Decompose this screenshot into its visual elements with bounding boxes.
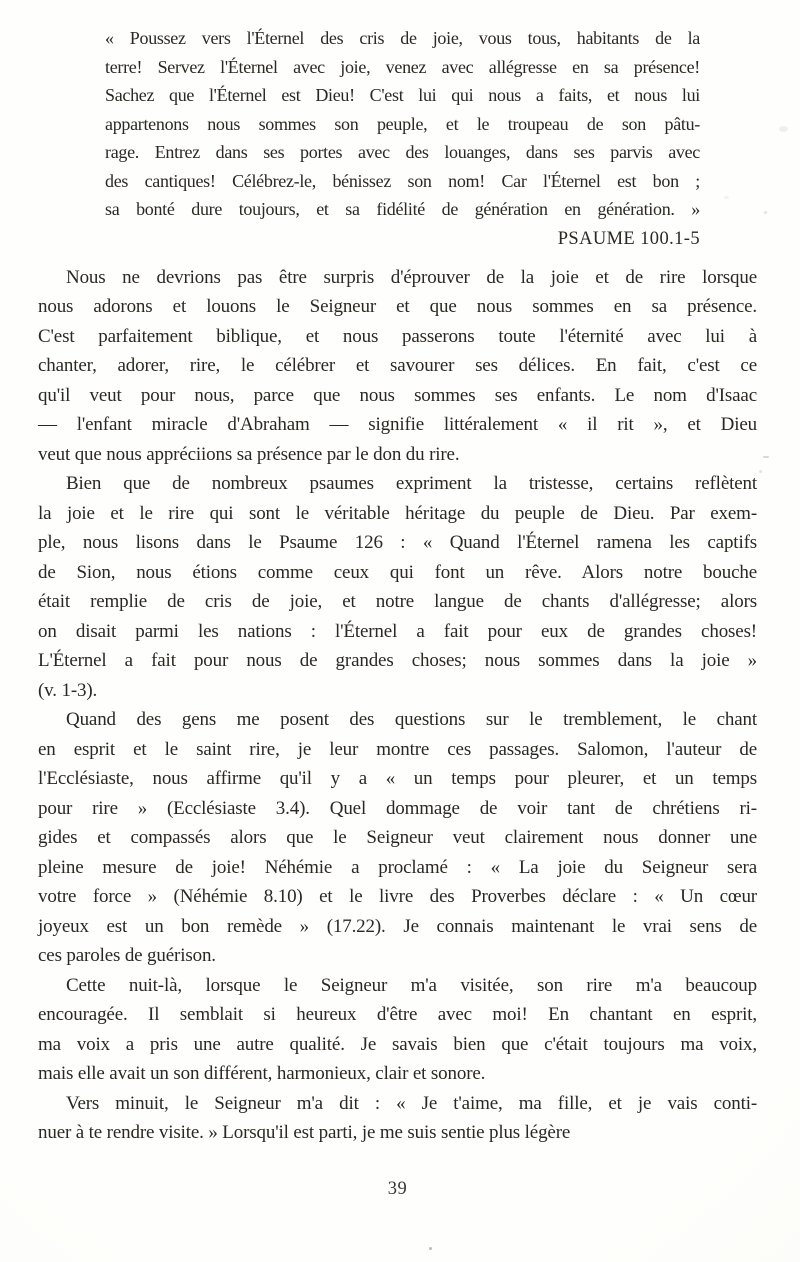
text-line: Nous ne devrions pas être surpris d'éprouver de la joie et de rire lorsque bbox=[66, 266, 757, 288]
paragraph-1 bbox=[38, 263, 757, 470]
text-line: terre! Servez l'Éternel avec joie, venez avec allégresse en sa présence! bbox=[105, 56, 700, 77]
text-line: nous adorons et louons le Seigneur et que nous sommes en sa présence. bbox=[38, 296, 757, 317]
text-line: pleine mesure de joie! Néhémie a proclamé : « La joie du Seigneur sera bbox=[38, 856, 757, 878]
text-line: (v. 1-3). bbox=[38, 679, 98, 701]
paragraph-4 bbox=[38, 971, 757, 1089]
text-line: rage. Entrez dans ses portes avec des louanges, dans ses parvis avec bbox=[105, 142, 700, 162]
text-line: était remplie de cris de joie, et notre langue de chants d'allégresse; alors bbox=[38, 591, 757, 612]
text-line: chanter, adorer, rire, le célébrer et savourer ses délices. En fait, c'est ce bbox=[38, 355, 757, 376]
scan-artifact bbox=[724, 196, 729, 199]
text-line: ma voix a pris une autre qualité. Je savais bien que c'était toujours ma voix, bbox=[38, 1033, 757, 1055]
text-line: nuer à te rendre visite. » Lorsqu'il est parti, je me suis sentie plus légère bbox=[38, 1122, 571, 1143]
text-line: pour rire » (Ecclésiaste 3.4). Quel dommage de voir tant de chrétiens ri- bbox=[38, 797, 757, 819]
text-line: Cette nuit-là, lorsque le Seigneur m'a visitée, son rire m'a beaucoup bbox=[66, 974, 757, 996]
text-line: de Sion, nous étions comme ceux qui font un rêve. Alors notre bouche bbox=[38, 561, 757, 583]
text-line: gides et compassés alors que le Seigneur veut clairement nous donner une bbox=[38, 827, 757, 848]
text-line: encouragée. Il semblait si heureux d'être avec moi! En chantant en esprit, bbox=[38, 1004, 757, 1025]
text-line: qu'il veut pour nous, parce que nous sommes ses enfants. Le nom d'Isaac bbox=[38, 384, 757, 406]
text-line: joyeux est un bon remède » (17.22). Je connais maintenant le vrai sens de bbox=[38, 915, 757, 937]
text-line: — l'enfant miracle d'Abraham — signifie littéralement « il rit », et Dieu bbox=[38, 414, 757, 435]
text-line: Bien que de nombreux psaumes expriment la tristesse, certains reflètent bbox=[66, 473, 757, 494]
text-line: veut que nous appréciions sa présence par le don du rire. bbox=[38, 443, 460, 465]
text-line: Sachez que l'Éternel est Dieu! C'est lui qui nous a faits, et nous lui bbox=[105, 85, 700, 105]
text-line: appartenons nous sommes son peuple, et le troupeau de son pâtu- bbox=[105, 113, 700, 134]
scan-artifact bbox=[759, 470, 762, 473]
paragraph-5 bbox=[38, 1089, 757, 1148]
epigraph-quote bbox=[105, 24, 700, 224]
text-line: L'Éternel a fait pour nous de grandes choses; nous sommes dans la joie » bbox=[38, 650, 757, 671]
scan-artifact bbox=[429, 1247, 432, 1250]
text-line: C'est parfaitement biblique, et nous passerons toute l'éternité avec lui à bbox=[38, 325, 757, 347]
paragraph-2 bbox=[38, 469, 757, 705]
epigraph-attribution: PSAUME 100.1-5 bbox=[557, 228, 700, 249]
text-line: Vers minuit, le Seigneur m'a dit : « Je t'aime, ma fille, et je vais conti- bbox=[66, 1092, 757, 1114]
page-number: 39 bbox=[387, 1178, 408, 1199]
scan-artifact bbox=[763, 456, 769, 458]
scan-artifact bbox=[764, 211, 767, 214]
text-line: l'Ecclésiaste, nous affirme qu'il y a « un temps pour pleurer, et un temps bbox=[38, 768, 757, 789]
text-line: des cantiques! Célébrez-le, bénissez son nom! Car l'Éternel est bon ; bbox=[105, 170, 700, 191]
text-line: Quand des gens me posent des questions sur le tremblement, le chant bbox=[66, 709, 757, 730]
text-line: votre force » (Néhémie 8.10) et le livre des Proverbes déclare : « Un cœur bbox=[38, 886, 757, 907]
body-text bbox=[38, 263, 757, 1205]
text-line: ces paroles de guérison. bbox=[38, 945, 216, 966]
text-line: mais elle avait un son différent, harmonieux, clair et sonore. bbox=[38, 1063, 486, 1084]
text-line: on disait parmi les nations : l'Éternel a fait pour eux de grandes choses! bbox=[38, 620, 757, 642]
scan-artifact bbox=[779, 126, 788, 132]
paragraph-3 bbox=[38, 705, 757, 971]
text-line: ple, nous lisons dans le Psaume 126 : « Quand l'Éternel ramena les captifs bbox=[38, 532, 757, 553]
text-line: « Poussez vers l'Éternel des cris de joie, vous tous, habitants de la bbox=[105, 28, 700, 48]
text-line: sa bonté dure toujours, et sa fidélité de génération en génération. » bbox=[105, 199, 700, 219]
text-line: en esprit et le saint rire, je leur montre ces passages. Salomon, l'auteur de bbox=[38, 738, 757, 760]
text-line: la joie et le rire qui sont le véritable héritage du peuple de Dieu. Par exem- bbox=[38, 502, 757, 524]
